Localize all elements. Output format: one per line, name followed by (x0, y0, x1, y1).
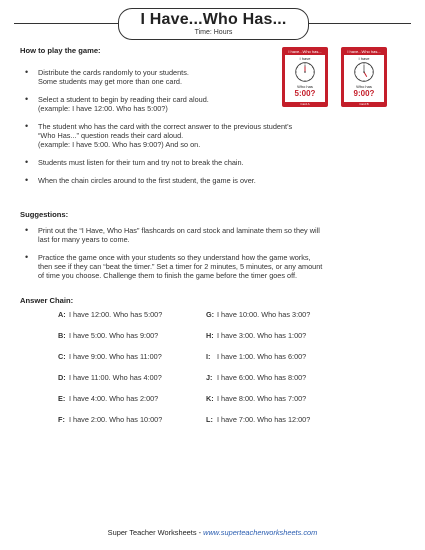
how-to-heading: How to play the game: (20, 46, 101, 55)
suggestions-heading: Suggestions: (20, 210, 69, 219)
answer-letter: C: (58, 352, 66, 361)
bullet-item (22, 95, 292, 113)
bullet-line: • Select a student to begin by reading their card aloud. (38, 95, 209, 104)
example-card (341, 47, 387, 107)
footer (0, 528, 425, 537)
footer-brand: Super Teacher Worksheets - (107, 528, 204, 537)
title-banner (118, 8, 309, 40)
answer-chain-item (58, 373, 162, 382)
card-body (285, 55, 325, 102)
bullet-line: of time you choose. Challenge them to finish the game before the timer goes off. (38, 271, 298, 280)
card-top-label: I have...Who has... (288, 49, 322, 54)
card-have-label: I have (299, 56, 311, 61)
bullet-line: • When the chain circles around to the first student, the game is over. (38, 176, 256, 185)
card-time: 9:00? (353, 89, 375, 98)
answer-letter: A: (58, 310, 66, 319)
bullet-item (22, 158, 292, 167)
bullet-line: then see if they can “beat the timer.” Set a timer for 2 minutes, 5 minutes, or any amount (38, 262, 323, 271)
example-card (282, 47, 328, 107)
answer-letter: J: (206, 373, 213, 382)
answer-chain-item (206, 394, 306, 403)
bullet-item (22, 68, 292, 86)
answer-letter: L: (206, 415, 213, 424)
bullet-line: (example: I have 12:00. Who has 5:00?) (38, 104, 168, 113)
answer-letter: F: (58, 415, 65, 424)
answer-text: I have 2:00. Who has 10:00? (69, 415, 163, 424)
card-footer: Card A (300, 102, 310, 106)
bullet-item (22, 226, 322, 244)
answer-text: I have 5:00. Who has 9:00? (69, 331, 159, 340)
answer-letter: G: (206, 310, 215, 319)
answer-letter: H: (206, 331, 214, 340)
answer-letter: B: (58, 331, 66, 340)
answer-text: I have 9:00. Who has 11:00? (69, 352, 162, 361)
clock-icon (295, 62, 315, 82)
card-footer: Card B (359, 102, 369, 106)
bullet-line: (example: I have 5:00. Who has 9:00?) And so on. (38, 140, 201, 149)
card-time: 5:00? (294, 89, 316, 98)
bullet-line: last for many years to come. (38, 235, 130, 244)
bullet-item (22, 176, 292, 185)
answer-chain-item (206, 373, 306, 382)
bullet-line: • Students must listen for their turn and try not to break the chain. (38, 158, 244, 167)
answer-text: I have 8:00. Who has 7:00? (217, 394, 307, 403)
page-title: I Have...Who Has... (140, 11, 287, 28)
card-top-label: I have...Who has... (347, 49, 381, 54)
answer-chain-heading: Answer Chain: (20, 296, 74, 305)
answer-chain-item (58, 394, 158, 403)
answer-text: I have 6:00. Who has 8:00? (217, 373, 307, 382)
bullet-line: Some students may get more than one card. (38, 77, 182, 86)
answer-chain-item (206, 352, 306, 361)
bullet-line: • Distribute the cards randomly to your students. (38, 68, 189, 77)
answer-letter: I: (206, 352, 211, 361)
clock-icon (354, 62, 374, 82)
bullet-line: “Who Has...” question reads their card aloud. (38, 131, 184, 140)
bullet-line: • Print out the “I Have, Who Has” flashcards on card stock and laminate them so they will (38, 226, 320, 235)
bullet-item (22, 253, 322, 280)
answer-text: I have 4:00. Who has 2:00? (69, 394, 159, 403)
answer-text: I have 7:00. Who has 12:00? (217, 415, 311, 424)
answer-letter: E: (58, 394, 66, 403)
card-who-label: Who has (297, 84, 313, 89)
footer-link[interactable]: www.superteacherworksheets.com (203, 528, 318, 537)
answer-chain-item (206, 415, 310, 424)
how-to-list (22, 68, 292, 185)
bullet-line: • The student who has the card with the correct answer to the previous student’s (38, 122, 293, 131)
answer-chain-item (206, 331, 306, 340)
answer-chain-item (58, 310, 162, 319)
card-have-label: I have (358, 56, 370, 61)
answer-text: I have 11:00. Who has 4:00? (69, 373, 162, 382)
answer-text: I have 10:00. Who has 3:00? (217, 310, 311, 319)
answer-text: I have 1:00. Who has 6:00? (217, 352, 307, 361)
answer-letter: K: (206, 394, 214, 403)
answer-chain-item (58, 331, 158, 340)
suggestions-list (22, 226, 322, 280)
answer-chain-item (58, 352, 162, 361)
bullet-line: • Practice the game once with your students so they understand how the game works, (38, 253, 311, 262)
card-who-label: Who has (356, 84, 372, 89)
bullet-item (22, 122, 292, 149)
answer-text: I have 12:00. Who has 5:00? (69, 310, 163, 319)
answer-letter: D: (58, 373, 66, 382)
answer-text: I have 3:00. Who has 1:00? (217, 331, 307, 340)
card-body (344, 55, 384, 102)
answer-chain-item (206, 310, 310, 319)
page-subtitle: Time: Hours (194, 29, 233, 36)
answer-chain-item (58, 415, 162, 424)
